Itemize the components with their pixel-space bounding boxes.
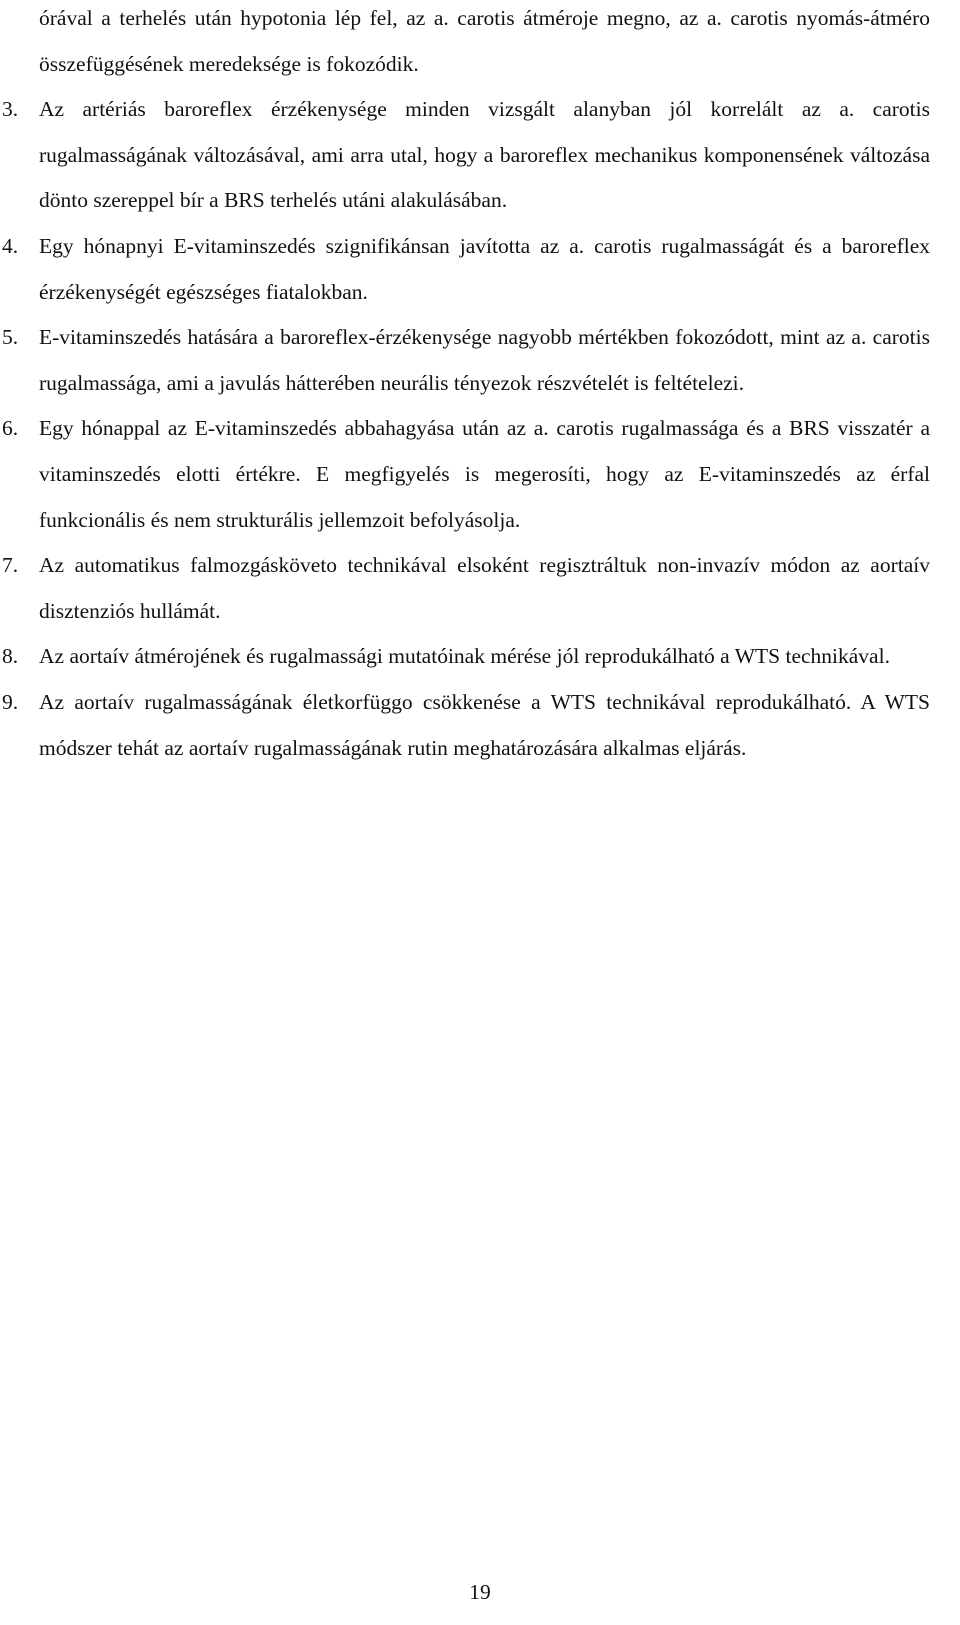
item-text: E-vitaminszedés hatására a baroreflex-érzékenysége nagyobb mértékben fokozódott, mint az a. carotis rugalmassága, ami a javulás hátterében neurális tényezok részvételét is feltételezi. bbox=[39, 325, 930, 395]
item-number: 9. bbox=[2, 689, 19, 714]
item-text: Az automatikus falmozgásköveto technikával elsoként regisztráltuk non-invazív módon az aortaív disztenziós hullámát. bbox=[39, 553, 930, 623]
list-item-8 bbox=[0, 634, 960, 680]
item-number: 7. bbox=[2, 553, 19, 578]
list-item-4 bbox=[0, 224, 960, 315]
item-text: órával a terhelés után hypotonia lép fel, az a. carotis átméroje megno, az a. carotis nyomás-átméro összefüggésének meredeksége is fokozódik. bbox=[39, 6, 930, 76]
list-item-continued bbox=[0, 0, 960, 87]
list-item-7 bbox=[0, 543, 960, 634]
item-number: 8. bbox=[2, 644, 19, 669]
page-number: 19 bbox=[469, 1580, 491, 1604]
item-number: 4. bbox=[2, 233, 19, 258]
item-text: Az aortaív rugalmasságának életkorfüggo csökkenése a WTS technikával reprodukálható. A WTS módszer tehát az aortaív rugalmasságának rutin meghatározására alkalmas eljárás. bbox=[39, 689, 930, 760]
conclusions-list bbox=[0, 0, 960, 771]
list-item-6 bbox=[0, 406, 960, 543]
list-item-3 bbox=[0, 87, 960, 224]
item-text: Egy hónappal az E-vitaminszedés abbahagyása után az a. carotis rugalmassága és a BRS visszatér a vitaminszedés elotti értékre. E megfigyelés is megerosíti, hogy az E-vitaminszedés az érfal funkcionális és nem strukturális jellemzoit befolyásolja. bbox=[39, 416, 930, 532]
list-item-5 bbox=[0, 315, 960, 406]
item-number: 3. bbox=[2, 97, 19, 122]
item-text: Az artériás baroreflex érzékenysége minden vizsgált alanyban jól korrelált az a. carotis rugalmasságának változásával, ami arra utal, hogy a baroreflex mechanikus komponensének változása dönto szereppel bír a BRS terhelés utáni alakulásában. bbox=[39, 97, 930, 213]
list-item-9 bbox=[0, 680, 960, 771]
item-number: 5. bbox=[2, 325, 19, 350]
item-number: 6. bbox=[2, 416, 19, 441]
item-text: Az aortaív átmérojének és rugalmassági mutatóinak mérése jól reprodukálható a WTS technikával. bbox=[39, 644, 890, 669]
item-text: Egy hónapnyi E-vitaminszedés szignifikánsan javította az a. carotis rugalmasságát és a baroreflex érzékenységét egészséges fiatalokban. bbox=[39, 233, 930, 304]
